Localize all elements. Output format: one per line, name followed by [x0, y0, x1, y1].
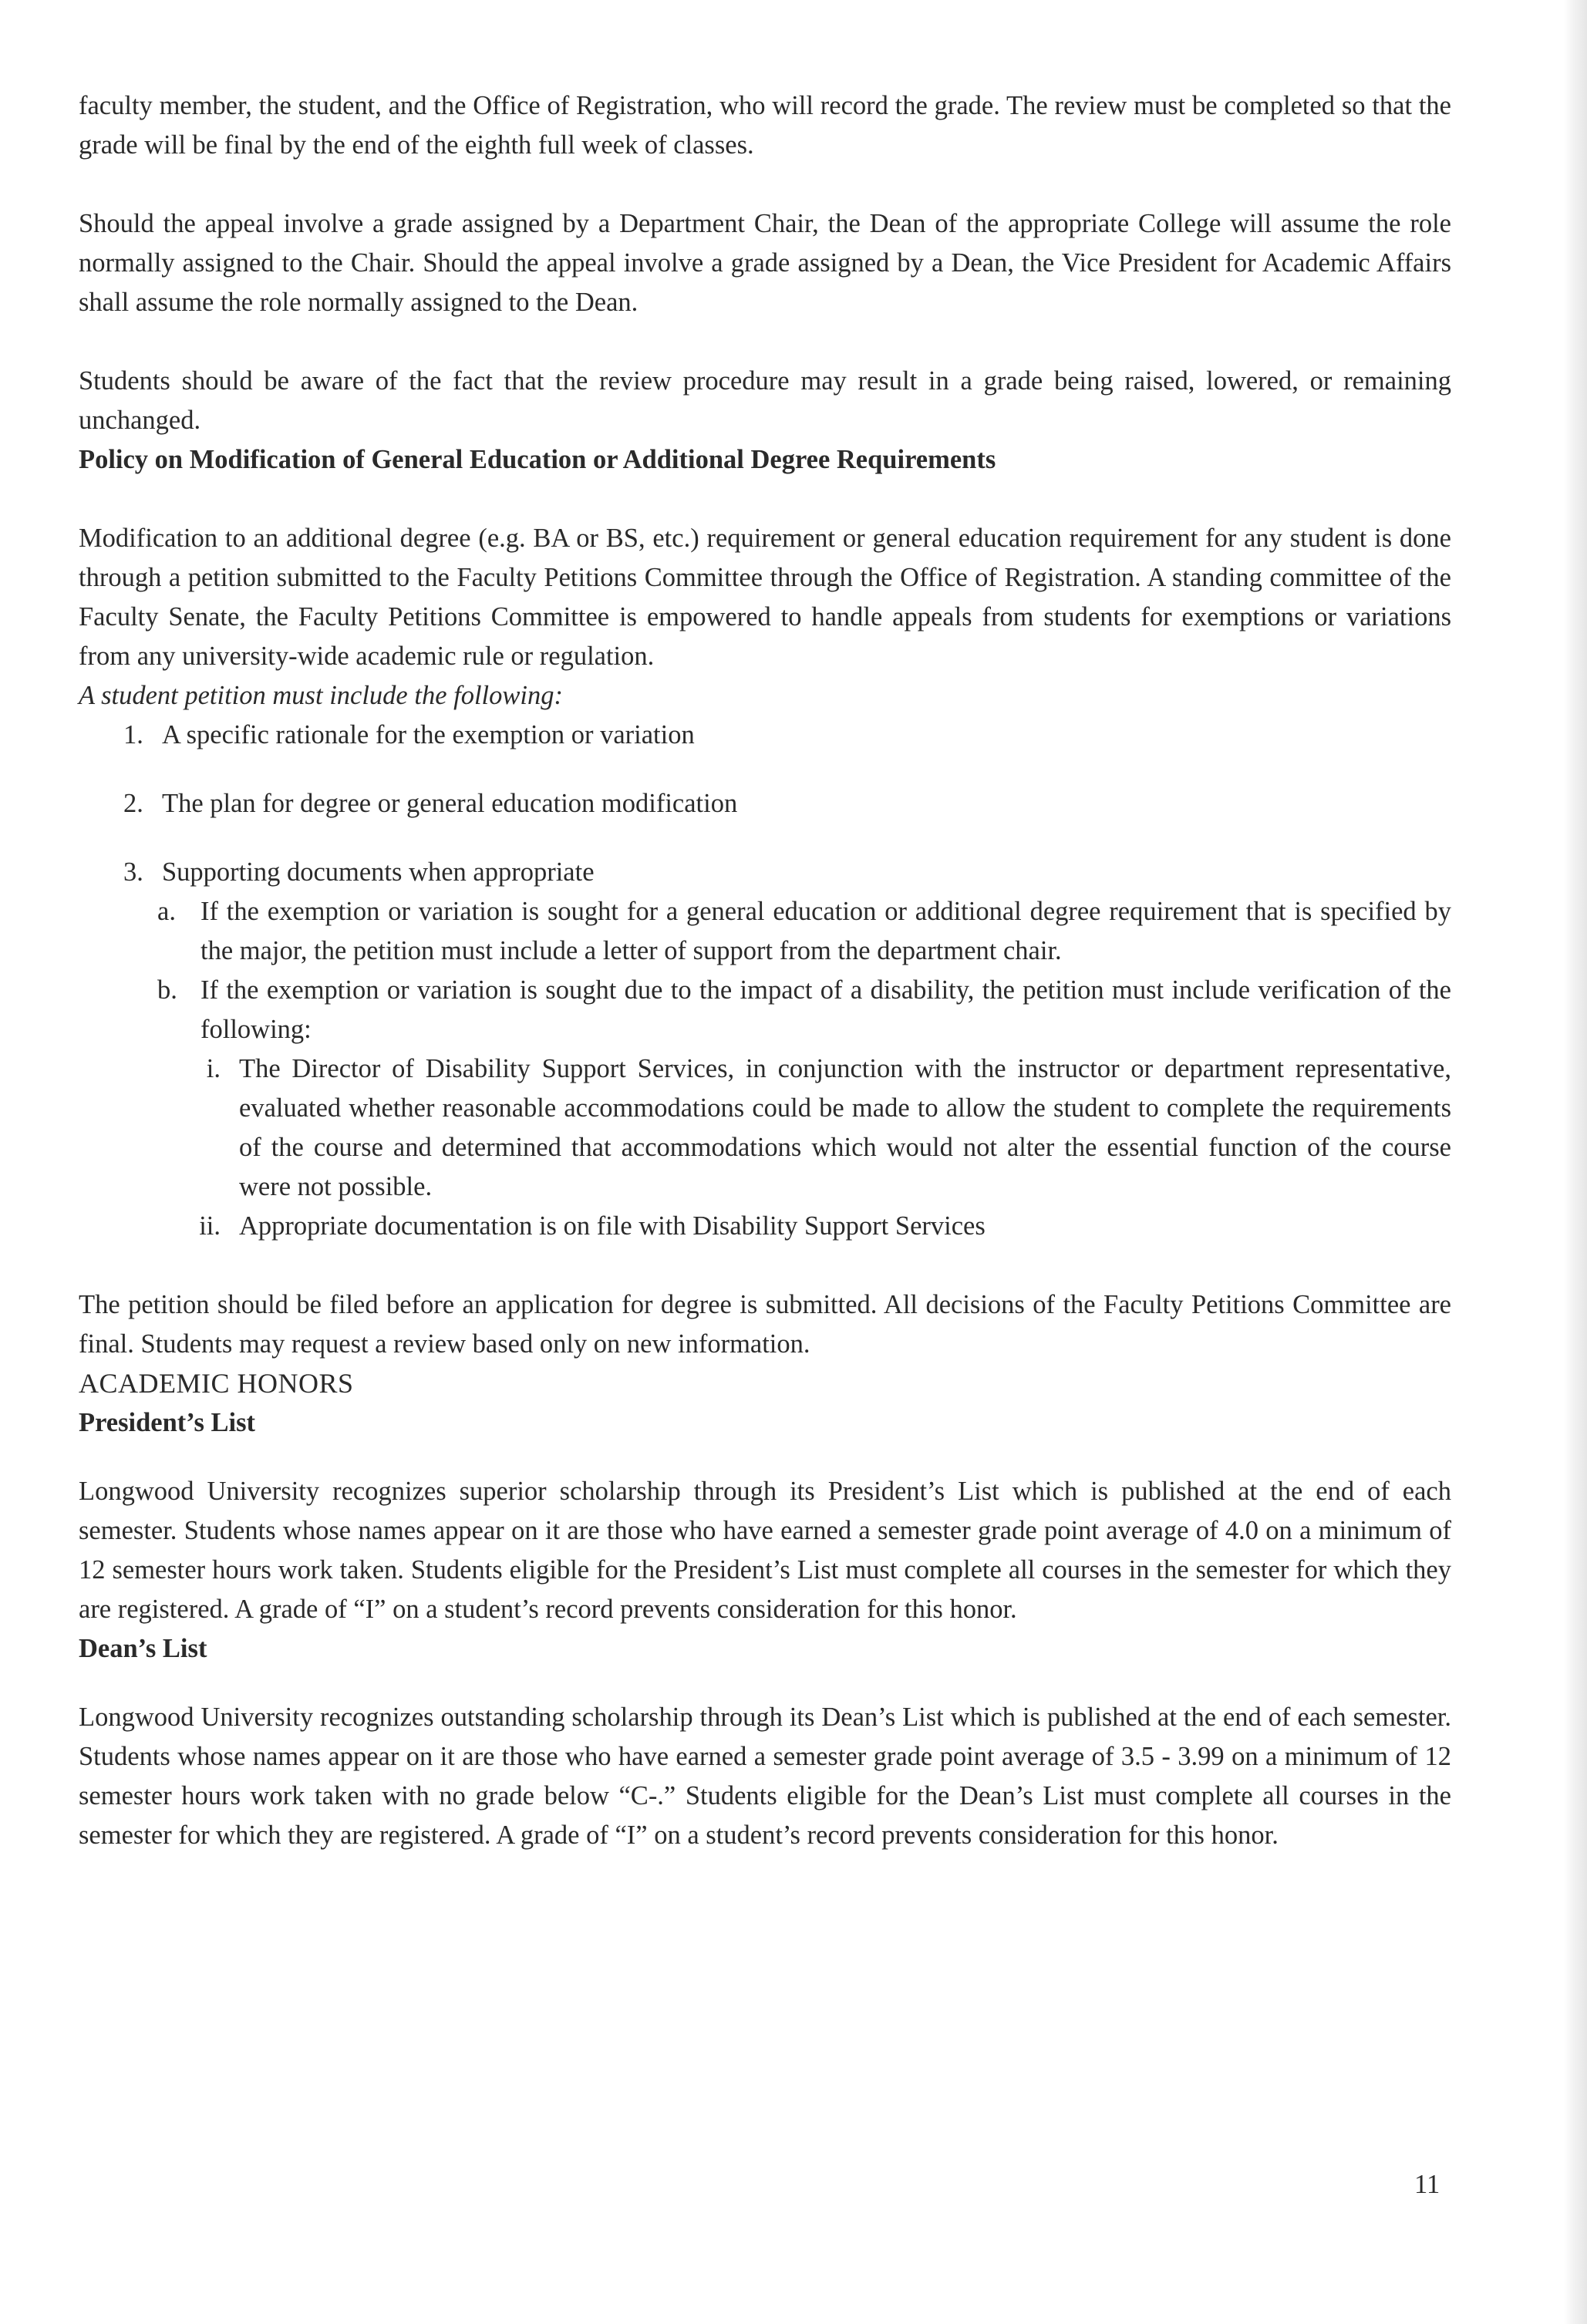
policy-heading: Policy on Modification of General Education or Additional Degree Requirements — [79, 445, 996, 474]
academic-honors-heading: ACADEMIC HONORS — [79, 1368, 354, 1399]
disability-verification-sublist — [200, 1049, 1451, 1246]
paragraph-review-outcome: Students should be aware of the fact that the review procedure may result in a grade being raised, lowered, or remaining unchanged. — [79, 366, 1451, 435]
list-item-text: The plan for degree or general education modification — [162, 789, 738, 818]
sub-list-item-text: If the exemption or variation is sought for a general education or additional degree requirement that is specified by the major, the petition must include a letter of support from the department chair. — [200, 897, 1451, 965]
list-item-number: 2. — [123, 789, 143, 818]
list-item-number: 1. — [123, 720, 143, 749]
roman-list-item-number: i. — [206, 1054, 221, 1083]
list-item — [79, 716, 1451, 755]
presidents-list-body: Longwood University recognizes superior scholarship through its President’s List which is published at the end of each semester. Students whose names appear on it are those who have earned a semester grade point average of 4.0 on a minimum of 12 semester hours work taken. Students eligible for the President’s List must complete all courses in the semester for which they are registered. A grade of “I” on a student’s record prevents consideration for this honor. — [79, 1477, 1451, 1624]
sub-list-item-text: If the exemption or variation is sought due to the impact of a disability, the petition must include verification of the following: — [200, 975, 1451, 1044]
sub-list-item — [157, 971, 1451, 1246]
paragraph-appeal-roles: Should the appeal involve a grade assigned by a Department Chair, the Dean of the appropriate College will assume the role normally assigned to the Chair. Should the appeal involve a grade assigned by a Dean, the Vice President for Academic Affairs shall assume the role normally assigned to the Dean. — [79, 209, 1451, 317]
paragraph-grade-review: faculty member, the student, and the Office of Registration, who will record the grade. The review must be completed so that the grade will be final by the end of the eighth full week of classes. — [79, 91, 1451, 160]
page-number: 11 — [1414, 2170, 1440, 2199]
petition-requirements-list — [79, 716, 1451, 1246]
deans-list-heading: Dean’s List — [79, 1634, 207, 1663]
roman-list-item-text: Appropriate documentation is on file with Disability Support Services — [239, 1211, 986, 1241]
roman-list-item-number: ii. — [199, 1211, 221, 1241]
presidents-list-heading: President’s List — [79, 1408, 256, 1437]
sub-list-item-letter: b. — [157, 975, 177, 1005]
sub-list-item-letter: a. — [157, 897, 176, 926]
roman-list-item — [200, 1049, 1451, 1207]
sub-list-item — [157, 892, 1451, 971]
deans-list-body: Longwood University recognizes outstanding scholarship through its Dean’s List which is published at the end of each semester. Students whose names appear on it are those who have earned a semester grade point average of 3.5 - 3.99 on a minimum of 12 semester hours work taken with no grade below “C-.” Students eligible for the Dean’s List must complete all courses in the semester for which they are registered. A grade of “I” on a student’s record prevents consideration for this honor. — [79, 1703, 1451, 1850]
roman-list-item — [200, 1207, 1451, 1246]
supporting-documents-sublist — [157, 892, 1451, 1246]
policy-body: Modification to an additional degree (e.g. BA or BS, etc.) requirement or general education requirement for any student is done through a petition submitted to the Faculty Petitions Committee through the Office of Registration. A standing committee of the Faculty Senate, the Faculty Petitions Committee is empowered to handle appeals from students for exemptions or variations from any university-wide academic rule or regulation. — [79, 524, 1451, 671]
petition-list-intro: A student petition must include the following: — [79, 681, 563, 710]
list-item-number: 3. — [123, 857, 143, 887]
list-item — [79, 784, 1451, 824]
list-item — [79, 853, 1451, 1246]
list-item-text: Supporting documents when appropriate — [162, 857, 595, 887]
page-content — [79, 86, 1451, 1855]
list-item-text: A specific rationale for the exemption or variation — [162, 720, 695, 749]
petition-closing: The petition should be filed before an application for degree is submitted. All decisions of the Faculty Petitions Committee are final. Students may request a review based only on new information. — [79, 1290, 1451, 1359]
page-edge-shadow — [1564, 0, 1587, 2324]
roman-list-item-text: The Director of Disability Support Services, in conjunction with the instructor or department representative, evaluated whether reasonable accommodations could be made to allow the student to complete the requirements of the course and determined that accommodations which would not alter the essential function of the course were not possible. — [239, 1054, 1451, 1201]
